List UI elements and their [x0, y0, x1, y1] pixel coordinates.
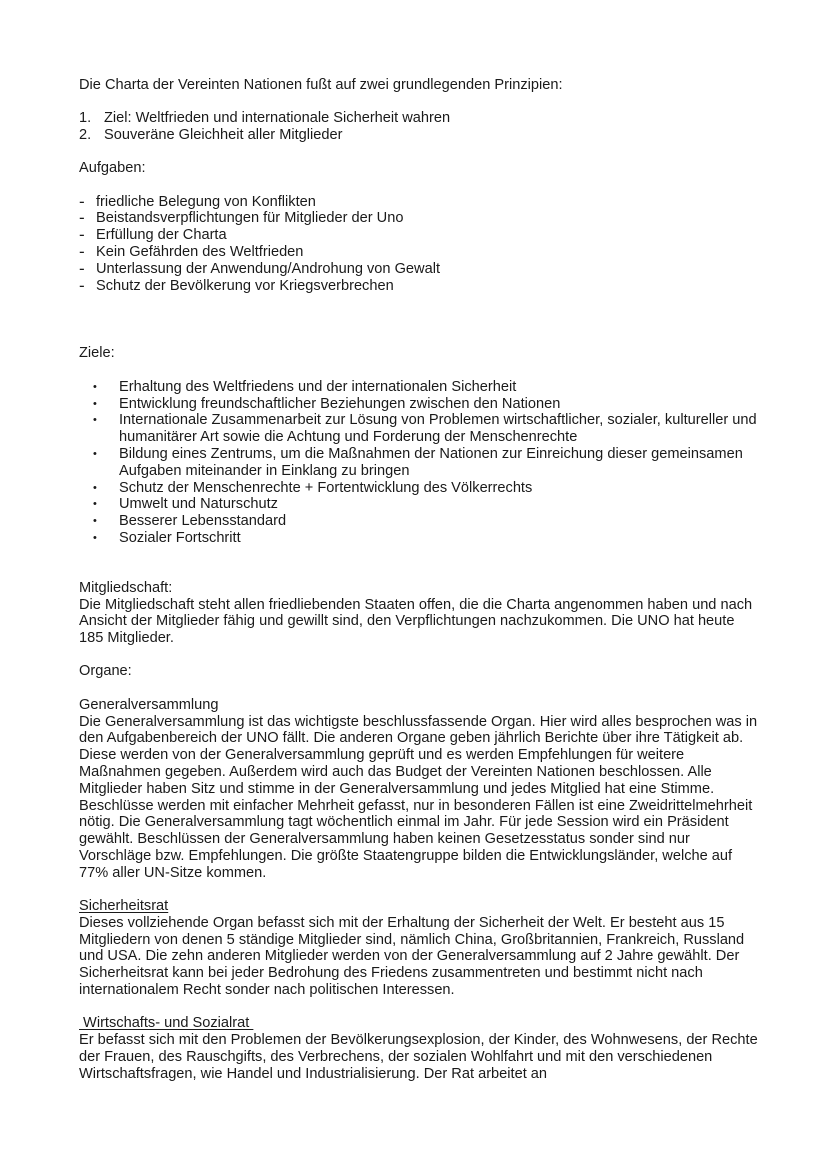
principles-list — [79, 110, 759, 144]
security-council-title: Sicherheitsrat — [79, 897, 169, 914]
ecosoc-text: Er befasst sich mit den Problemen der Bevölkerungsexplosion, der Kinder, des Wohnwesens, der Rechte der Frauen, des Rauschgifts, des Verbrechens, der sozialen Wohlfahrt und mit den verschiedenen Wirtschaftsfragen, wie Handel und Industrialisierung. Der Rat arbeitet an — [79, 1032, 758, 1082]
security-council-text: Dieses vollziehende Organ befasst sich mit der Erhaltung der Sicherheit der Welt. Er besteht aus 15 Mitgliedern von denen 5 ständige Mitglieder sind, nämlich China, Großbritannien, Frankreich, Russland und USA. Die zehn anderen Mitglieder werden von der Generalversammlung auf 2 Jahre gewählt. Der Sicherheitsrat kann bei jeder Bedrohung des Friedens zusammentreten und bestimmt nicht nach internationalem Recht sonder nach politischen Interessen. — [79, 914, 745, 998]
list-item: • Sozialer Fortschritt — [79, 530, 759, 547]
list-item: - Kein Gefährden des Weltfrieden — [79, 244, 759, 261]
tasks-list — [79, 194, 759, 295]
list-item: • Umwelt und Naturschutz — [79, 496, 759, 513]
list-item: - Beistandsverpflichtungen für Mitglieder der Uno — [79, 210, 759, 227]
list-item: • Entwicklung freundschaftlicher Beziehungen zwischen den Nationen — [79, 396, 759, 413]
list-item — [79, 110, 759, 127]
list-item: - Schutz der Bevölkerung vor Kriegsverbrechen — [79, 278, 759, 295]
list-item: • Internationale Zusammenarbeit zur Lösung von Problemen wirtschaftlicher, sozialer, kultureller und humanitärer Art sowie die Achtung und Forderung der Menschenrechte — [79, 412, 759, 446]
item-text: Ziel: Weltfrieden und internationale Sicherheit wahren — [104, 110, 451, 127]
organs-heading: Organe: — [79, 663, 132, 680]
ecosoc-title: Wirtschafts- und Sozialrat — [79, 1015, 254, 1032]
list-item: - Unterlassung der Anwendung/Androhung von Gewalt — [79, 261, 759, 278]
goals-heading: Ziele: — [79, 345, 115, 362]
general-assembly-title: Generalversammlung — [79, 696, 219, 713]
tasks-heading: Aufgaben: — [79, 160, 146, 177]
list-item: - Erfüllung der Charta — [79, 227, 759, 244]
list-item: • Erhaltung des Weltfriedens und der internationalen Sicherheit — [79, 379, 759, 396]
general-assembly-text: Die Generalversammlung ist das wichtigste beschlussfassende Organ. Hier wird alles besprochen was in den Aufgabenbereich der UNO fällt. Die anderen Organe geben jährlich Berichte über ihre Tätigkeit ab. Diese werden von der Generalversammlung geprüft und es werden Empfehlungen für weitere Maßnahmen gegeben. Außerdem wird auch das Budget der Vereinten Nationen beschlossen. Alle Mitglieder haben Sitz und stimme in der Generalversammlung und jedes Mitglied hat eine Stimme. Beschlüsse werden mit einfacher Mehrheit gefasst, nur in besonderen Fällen ist eine Zweidrittelmehrheit nötig. Die Generalversammlung tagt wöchentlich einmal im Jahr. Für jede Session wird ein Präsident gewählt. Beschlüssen der Generalversammlung haben keinen Gesetzesstatus sonder sind nur Vorschläge bzw. Empfehlungen. Die größte Staatengruppe bilden die Entwicklungsländer, welche auf 77% aller UN-Sitze kommen. — [79, 713, 758, 881]
list-item: • Besserer Lebensstandard — [79, 513, 759, 530]
list-item: - friedliche Belegung von Konflikten — [79, 194, 759, 211]
list-item: • Bildung eines Zentrums, um die Maßnahmen der Nationen zur Einreichung dieser gemeinsamen Aufgaben miteinander in Einklang zu bringen — [79, 446, 759, 480]
document-page — [79, 77, 759, 1082]
list-item — [79, 127, 759, 144]
goals-list — [79, 379, 759, 547]
list-item: • Schutz der Menschenrechte + Fortentwicklung des Völkerrechts — [79, 480, 759, 497]
intro-text: Die Charta der Vereinten Nationen fußt auf zwei grundlegenden Prinzipien: — [79, 77, 563, 93]
item-number: 2. — [79, 127, 92, 144]
item-text: Souveräne Gleichheit aller Mitglieder — [104, 127, 343, 144]
membership-heading: Mitgliedschaft: — [79, 579, 173, 596]
membership-text: Die Mitgliedschaft steht allen friedliebenden Staaten offen, die die Charta angenommen haben und nach Ansicht der Mitglieder fähig und gewillt sind, den Verpflichtungen nachzukommen. Die UNO hat heute 185 Mitglieder. — [79, 596, 753, 647]
item-number: 1. — [79, 110, 92, 127]
